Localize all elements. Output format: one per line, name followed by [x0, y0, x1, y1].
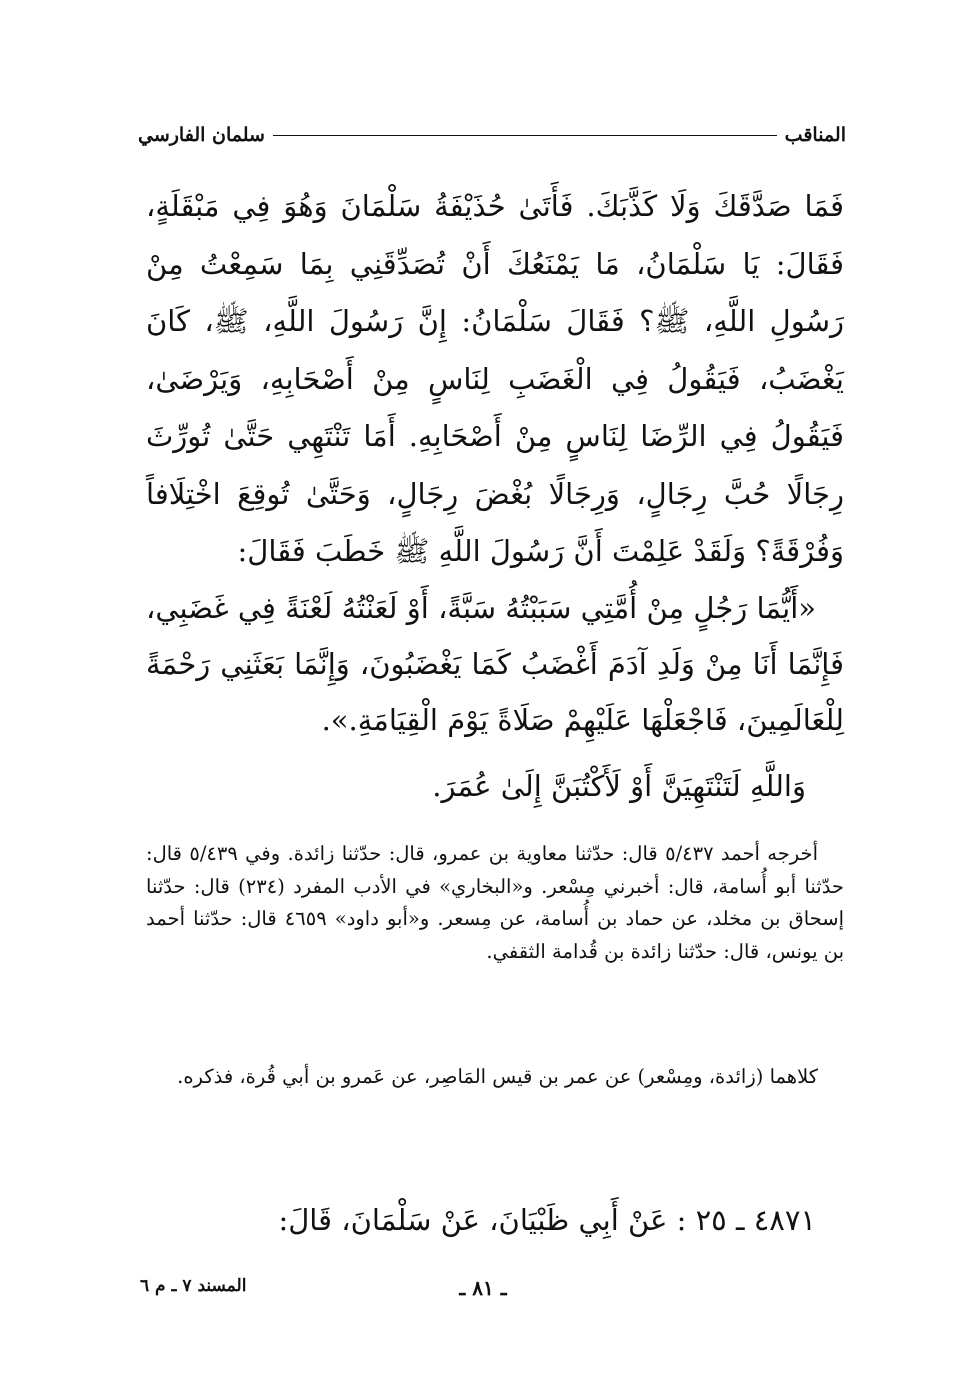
- running-header: [138, 118, 846, 152]
- main-text: [146, 178, 844, 581]
- signature-mark: المسند ٧ ـ م ٦: [140, 1276, 247, 1296]
- chapter-title: سلمان الفارسي: [138, 123, 265, 146]
- closing-text: وَاللَّهِ لَتَنْتَهِيَنَّ أَوْ لَأَكْتُبَنَّ إِلَىٰ عُمَرَ.: [432, 769, 806, 803]
- next-hadith-text: ٤٨٧١ ـ ٢٥ : عَنْ أَبِي ظَبْيَانَ، عَنْ سَلْمَانَ، قَالَ:: [278, 1203, 816, 1237]
- isnad-text: كلاهما (زائدة، ومِسْعر) عن عمر بن قيس المَاصِر، عن عَمرو بن أبي قُرة، فذكره.: [177, 1065, 818, 1088]
- next-hadith-heading: [146, 1192, 816, 1248]
- page-number: ـ ٨١ ـ: [459, 1276, 507, 1300]
- hadith-quote: [146, 580, 844, 748]
- takhrij-text: أخرجه أحمد ٥/٤٣٧ قال: حدّثنا معاوية بن عمرو، قال: حدّثنا زائدة. وفي ٥/٤٣٩ قال: حدّثنا أبو أُسامة، قال: أخبرني مِسْعر. و«البخاري» في الأدب المفرد (٢٣٤) قال: حدّثنا إسحاق بن مخلد، عن حماد بن أُسامة، عن مِسعر. و«أبو داود» ٤٦٥٩ قال: حدّثنا أحمد بن يونس، قال: حدّثنا زائدة بن قُدامة الثقفي.: [146, 842, 844, 963]
- header-rule: [273, 135, 777, 136]
- closing-line: [146, 758, 806, 814]
- footnote-isnad: [146, 1060, 844, 1094]
- hadith-text: «أَيُّمَا رَجُلٍ مِنْ أُمَّتِي سَبَبْتُهُ سَبَّةً، أَوْ لَعَنْتُهُ لَعْنَةً فِي غَضَبِي، فَإِنَّمَا أَنَا مِنْ وَلَدِ آدَمَ أَغْضَبُ كَمَا يَغْضَبُونَ، وَإِنَّمَا بَعَثَنِي رَحْمَةً لِلْعَالَمِينَ، فَاجْعَلْهَا عَلَيْهِمْ صَلَاةً يَوْمَ الْقِيَامَةِ.».: [146, 591, 844, 737]
- page-footer: [120, 1276, 846, 1306]
- section-title: المناقب: [784, 123, 846, 146]
- footnote-takhrij: [146, 838, 844, 968]
- narrative-paragraph: فَمَا صَدَّقَكَ وَلَا كَذَّبَكَ. فَأَتَىٰ حُذَيْفَةُ سَلْمَانَ وَهُوَ فِي مَبْقَلَةٍ، فَقَالَ: يَا سَلْمَانُ، مَا يَمْنَعُكَ أَنْ تُصَدِّقَنِي بِمَا سَمِعْتُ مِنْ رَسُولِ اللَّهِ، ﷺ؟ فَقَالَ سَلْمَانُ: إِنَّ رَسُولَ اللَّهِ، ﷺ، كَانَ يَغْضَبُ، فَيَقُولُ فِي الْغَضَبِ لِنَاسٍ مِنْ أَصْحَابِهِ، وَيَرْضَىٰ، فَيَقُولُ فِي الرِّضَا لِنَاسٍ مِنْ أَصْحَابِهِ. أَمَا تَنْتَهِي حَتَّىٰ تُورِّثَ رِجَالًا حُبَّ رِجَالٍ، وَرِجَالًا بُغْضَ رِجَالٍ، وَحَتَّىٰ تُوقِعَ اخْتِلَافاً وَفُرْقَةً؟ وَلَقَدْ عَلِمْتَ أَنَّ رَسُولَ اللَّهِ ﷺ خَطَبَ فَقَالَ:: [146, 189, 844, 568]
